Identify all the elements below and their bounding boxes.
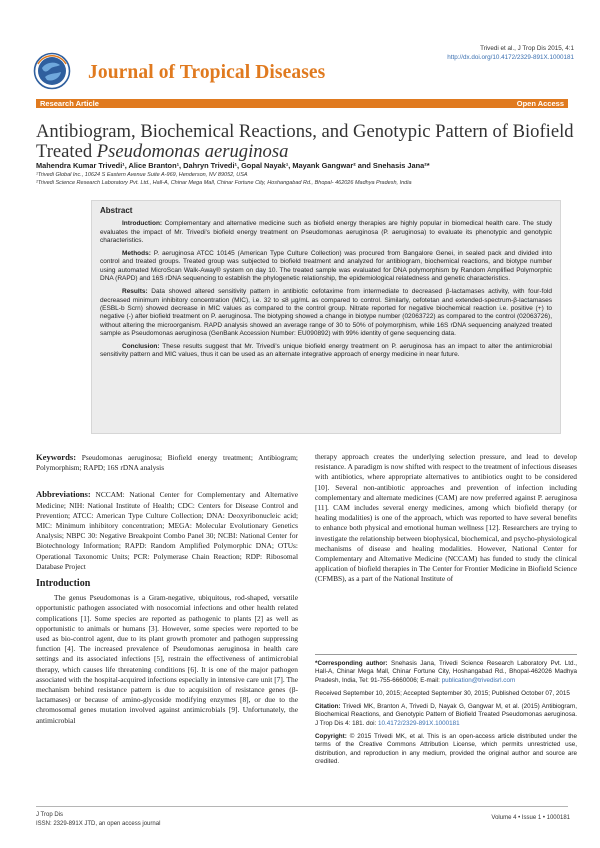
author-list: Mahendra Kumar Trivedi¹, Alice Branton¹, Dahryn Trivedi¹, Gopal Nayak¹, Mayank Gangwar² and Snehasis Jana²* — [36, 161, 430, 170]
abstract-intro-text: Complementary and alternative medicine such as biofield energy therapies are highly popular in biomedical health care. The study evaluates the impact of Mr. Trivedi's biofield energy treatment on Pseudomonas aeruginosa (P. aeruginosa) to evaluate its phenotypic and genotypic characteristics. — [100, 220, 552, 244]
header-citation: Trivedi et al., J Trop Dis 2015, 4:1 — [480, 45, 574, 52]
copyright — [315, 733, 577, 766]
title-main: Antibiogram, Biochemical Reactions, and Genotypic Pattern of Biofield Treated — [36, 121, 574, 162]
keywords-label: Keywords: — [36, 452, 77, 462]
article-title — [36, 122, 576, 162]
affiliation-2: ²Trivedi Science Research Laboratory Pvt. Ltd., Hall-A, Chinar Mega Mall, Chinar Fortune City, Hoshangabad Rd., Bhopal- 462026 Madhya Pradesh, India — [36, 180, 412, 186]
footer-issn: ISSN: 2329-891X JTD, an open access journal — [36, 820, 161, 827]
keywords-text: Pseudomonas aeruginosa; Biofield energy treatment; Antibiogram; Polymorphism; RAPD; 16S rDNA analysis — [36, 453, 298, 473]
footer-volume: Volume 4 • Issue 1 • 1000181 — [491, 815, 570, 821]
footer-left — [36, 811, 160, 828]
footer-divider — [36, 806, 568, 807]
corresponding-author — [315, 660, 577, 685]
abstract-results-label: Results: — [122, 288, 148, 296]
abbreviations-label: Abbreviations: — [36, 489, 91, 500]
right-column — [315, 452, 577, 585]
keywords — [36, 452, 298, 473]
abstract-heading: Abstract — [100, 206, 133, 215]
abstract-conclusion-label: Conclusion: — [122, 343, 160, 351]
article-dates: Received September 10, 2015; Accepted September 30, 2015; Published October 07, 2015 — [315, 689, 570, 697]
introduction-paragraph: The genus Pseudomonas is a Gram-negative, ubiquitous, rod-shaped, versatile opportunistic pathogen associated with nosocomial infections and other health related complications [1]. Some species are reported as pathogenic to plants [2] as well as opportunistic to animals or humans [3]. However, some species were reported to be used as bio-control agent, due to its plant growth promoter and pathogen suppressing function [4]. The increased prevalence of Pseudomonas aeruginosa in health care settings and its associated infections [5], restrain the effectiveness of antimicrobial therapy, which causes life threatening conditions [6]. It is one of the major pathogen associated with the hospital-acquired infections especially in intensive care unit [7]. The mechanism behind resistance pattern is due to acquisition of resistance genes (β-lactamases) or because of amino-glycoside modifying enzymes [8], or due to the chromosomal genes mutation involved against antimicrobials [9]. Unfortunately, the antimicrobial — [36, 593, 298, 725]
abstract-methods — [100, 250, 552, 283]
corresponding-author-text: Snehasis Jana, Trivedi Science Research Laboratory Pvt. Ltd., Hall-A, Chinar Mega Mall, Chinar Fortune City, Hoshangabad Rd., Bhopal-462026 Madhya Pradesh, India, Tel: 91-755-6660006; E-mail: — [315, 660, 578, 684]
journal-logo-icon — [33, 52, 71, 90]
title-italic: Pseudomonas aeruginosa — [96, 141, 289, 162]
journal-title[interactable]: Journal of Tropical Diseases — [88, 62, 326, 83]
citation-label: Citation: — [315, 703, 341, 711]
left-column — [36, 452, 298, 726]
abstract-results-text: Data showed altered sensitivity pattern in antibiotic cefotaxime from intermediate to decreased β-lactamases activity, with four-fold decreased minimum inhibitory concentration (MIC), i.e. 32 to ≤8 µg/mL as compared to control. Similarly, cefotetan and extended-spectrum-β-lactamases (ESBL-b Scrn) showed decrease in MIC values as compared to the control group. Nitrate reported for negative biochemical reaction i.e. positive (+) to negative (-) after biofield treatment on P. aeruginosa. The biotyping showed a change in biotype number (02063722) as compared to the control (02063726), without altering the microorganism. RAPD analysis showed an average range of 30 to 50% of polymorphism, while 16S rDNA sequencing analyzed treated sample as Pseudomonas aeruginosa (GenBank Accession Number: EU090892) with 99% identity of gene sequencing data. — [100, 288, 552, 337]
introduction-continued: therapy approach creates the underlying selection pressure, and lead to develop resistance. A paradigm is now shifted with respect to the treatment of infectious diseases with antibiotics, where appropriate alternatives to antibiotics ought to be considered [10]. Several non-antibiotic approaches and prevention of infection including complementary and alternate medicines (CAM) are now preferred against P. aeruginosa [11]. CAM includes several energy medicines, among which biofield therapy (or healing modalities) is one of the approach, which was reported to have several benefits to enhance both physical and emotional human wellness [12]. Researchers are trying to investigate the relationship between biophysical, biochemical, and psycho-physiological mechanisms of disease and healing modalities. However, National Center for Complementary and Alternative Medicine (NCCAM) has funded to study the clinical application of biofield therapies in The Center for Frontier Medicine in Biofield Science (CFMBS), as a part of the National Institute of — [315, 452, 577, 584]
correspondence-divider — [315, 654, 577, 655]
copyright-label: Copyright: — [315, 733, 347, 741]
copyright-text: © 2015 Trivedi MK, et al. This is an open-access article distributed under the terms of the Creative Commons Attribution License, which permits unrestricted use, distribution, and reproduction in any medium, provided the original author and source are credited. — [315, 733, 578, 765]
correspondence-block — [315, 660, 577, 771]
abstract-methods-label: Methods: — [122, 250, 151, 258]
introduction-heading: Introduction — [36, 578, 91, 590]
citation — [315, 703, 577, 728]
abstract-results — [100, 288, 552, 338]
abstract-box — [91, 200, 561, 434]
citation-doi-link[interactable]: 10.4172/2329-891X.1000181 — [378, 719, 460, 727]
abbreviations — [36, 489, 298, 572]
header-citation-block — [447, 45, 574, 62]
affiliation-1: ¹Trivedi Global Inc., 10624 S Eastern Avenue Suite A-969, Henderson, NV 89052, USA — [36, 172, 248, 178]
abstract-conclusion — [100, 343, 552, 360]
section-bar — [36, 99, 568, 108]
abstract-conclusion-text: These results suggest that Mr. Trivedi's unique biofield energy treatment on P. aeruginosa has an impact to alter the antimicrobial sensitivity pattern and MIC values, thus it can be used as an alternate integrative approach of energy medicine in near future. — [100, 343, 552, 359]
corresponding-author-label: *Corresponding author: — [315, 660, 388, 667]
article-type-label: Research Article — [40, 99, 99, 108]
open-access-label: Open Access — [516, 99, 564, 108]
citation-text: Trivedi MK, Branton A, Trivedi D, Nayak G, Gangwar M, et al. (2015) Antibiogram, Biochemical Reactions, and Genotypic Pattern of Biofield Treated Pseudomonas aeruginosa. J Trop Dis 4: 181. doi: — [315, 703, 578, 727]
abbreviations-text: NCCAM: National Center for Complementary and Alternative Medicine; NIH: National Institute of Health; CDC: Centers for Disease Control and Prevention; ATCC: American Type Culture Collection; DNA: Deoxyribonucleic acid; MIC: Minimum inhibitory concentration; MEGA: Molecular Evolutionary Genetics Analysis; NBPC 30: Negative Breakpoint Combo Panel 30; NCBI: National Center for Biotechnology Information; RAPD: Random Amplified Polymorphic DNA; OTUs: Operational Taxonomic Units; PCR: Polymerase Chain Reaction; RDP: Ribosomal Database Project — [36, 490, 298, 571]
header-doi-link[interactable]: http://dx.doi.org/10.4172/2329-891X.1000181 — [447, 53, 574, 61]
abstract-intro-label: Introduction: — [122, 220, 163, 228]
abstract-methods-text: P. aeruginosa ATCC 10145 (American Type Culture Collection) was procured from Bangalore Genei, in sealed pack and divided into control and treated groups. Treated group was subjected to biofield treatment and analyzed for antibiogram, biochemical reactions, and biotype number using automated MicroScan Walk-Away® system on day 10. The treated sample was evaluated for DNA polymorphism by Random Amplified Polymorphic DNA (RAPD) and 16S rDNA sequencing to establish the phylogenetic relationship, the epidemiological relatedness and genetic characteristics. — [100, 250, 552, 283]
footer-journal-abbr: J Trop Dis — [36, 812, 64, 818]
abstract-introduction — [100, 220, 552, 245]
email-link[interactable]: publication@trivedisrl.com — [441, 676, 516, 684]
